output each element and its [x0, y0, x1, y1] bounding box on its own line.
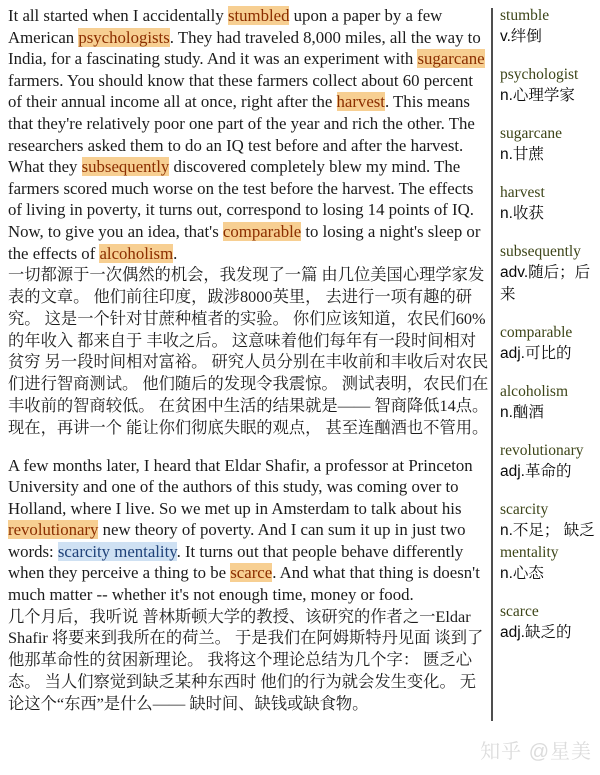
article	[8, 5, 489, 715]
vocab-highlight-orange: alcoholism	[99, 243, 174, 263]
vocab-item-harvest	[500, 183, 597, 225]
vocab-highlight-orange: psychologists	[78, 27, 170, 47]
vocab-word: sugarcane	[500, 125, 562, 142]
sidebar-divider-line	[491, 8, 493, 721]
vocab-item-revolutionary	[500, 441, 597, 483]
vocab-item-subsequently	[500, 242, 597, 306]
vocab-highlight-orange: revolutionary	[8, 520, 99, 540]
vocab-definition: n.收获	[500, 205, 544, 222]
vocab-word: psychologist	[500, 66, 579, 83]
vocab-list	[500, 6, 597, 661]
vocab-word: alcoholism	[500, 383, 569, 400]
vocab-definition: n.酗酒	[500, 404, 544, 421]
vocab-highlight-orange: harvest	[336, 92, 385, 112]
vocab-highlight-orange: subsequently	[81, 157, 170, 177]
paragraph-en-1: It all started when I accidentally stumbled upon a paper by a few American psychologists. They had traveled 8,000 miles, all the way to India, for a fascinating study. And it was an experiment with sugarcane farmers. You should know that these farmers collect about 60 percent of their annual income all at once, right after the harvest. This means that they're relatively poor one part of the year and rich the other. The researchers asked them to do an IQ test before and after the harvest. What they subsequently discovered completely blew my mind. The farmers scored much worse on the test before the harvest. The effects of living in poverty, it turns out, correspond to losing 14 points of IQ. Now, to give you an idea, that's comparable to losing a night's sleep or the effects of alcoholism.	[8, 6, 485, 263]
zhihu-watermark: 知乎 @星美	[480, 741, 592, 763]
vocab-definition: n.甘蔗	[500, 146, 544, 163]
vocab-definition: adj.缺乏的	[500, 624, 572, 641]
vocab-word: stumble	[500, 7, 550, 24]
vocab-definition: n.心理学家	[500, 87, 575, 104]
vocab-word: revolutionary	[500, 442, 584, 459]
paragraph-en-3: A few months later, I heard that Eldar Shafir, a professor at Princeton University and one of the authors of this study, was coming over to Holland, where I live. So we met up in Amsterdam to talk about his revolutionary new theory of poverty. And I can sum it up in just two words: scarcity mentality. It turns out that people behave differently when they perceive a thing to be scarce. And what that thing is doesn't much matter -- whether it's not enough time, money or food.	[8, 455, 480, 605]
vocab-item-comparable	[500, 323, 597, 365]
vocab-highlight-blue: scarcity mentality	[57, 541, 177, 561]
vocab-definition: adv.随后；后来	[500, 264, 591, 303]
paragraph-zh-2: 一切都源于一次偶然的机会，我发现了一篇 由几位美国心理学家发表的文章。 他们前往印度，跋涉8000英里， 去进行一项有趣的研究。 这是一个针对甘蔗种植者的实验。 你们应该知道，农民们60%的年收入 都来自于 丰收之后。 这意味着他们每年有一段时间相对贫穷 另一段时间相对富裕。 研究人员分别在丰收前和丰收后对农民们进行智商测试。 他们随后的发现令我震惊。 测试表明，农民们在丰收前的智商较低。 在贫困中生活的结果就是—— 智商降低14点。 现在，再讲一个 能让你们彻底失眠的观点， 甚至连酗酒也不管用。	[8, 265, 489, 437]
vocab-word: harvest	[500, 184, 545, 201]
vocab-word: scarce	[500, 603, 539, 620]
vocab-highlight-orange: scarce	[230, 563, 273, 583]
vocab-highlight-orange: sugarcane	[417, 49, 485, 69]
vocab-item-scarcity	[500, 500, 597, 542]
vocab-highlight-orange: comparable	[222, 221, 302, 241]
vocab-definition: v.绊倒	[500, 28, 542, 45]
paragraph-zh-4: 几个月后，我听说 普林斯顿大学的教授、该研究的作者之一Eldar Shafir 将要来到我所在的荷兰。 于是我们在阿姆斯特丹见面 谈到了他那革命性的贫困新理论。 我将这个理论总结为几个字： 匮乏心态。 当人们察觉到缺乏某种东西时 他们的行为就会发生变化。 无论这个“东西”是什么—— 缺时间、缺钱或缺食物。	[8, 606, 484, 713]
vocab-item-mentality	[500, 543, 597, 585]
vocab-item-alcoholism	[500, 382, 597, 424]
vocab-definition: n.不足； 缺乏	[500, 522, 595, 539]
vocab-highlight-orange: stumbled	[227, 6, 290, 25]
vocab-item-sugarcane	[500, 124, 597, 166]
vocab-item-scarce	[500, 602, 597, 644]
vocab-definition: adj.革命的	[500, 463, 572, 480]
vocab-word: comparable	[500, 324, 573, 341]
vocab-item-psychologist	[500, 65, 597, 107]
vocab-item-stumble	[500, 6, 597, 48]
vocab-word: scarcity	[500, 501, 549, 518]
vocab-definition: adj.可比的	[500, 345, 572, 362]
vocab-word: subsequently	[500, 243, 581, 260]
vocab-word: mentality	[500, 544, 559, 561]
vocab-definition: n.心态	[500, 565, 544, 582]
